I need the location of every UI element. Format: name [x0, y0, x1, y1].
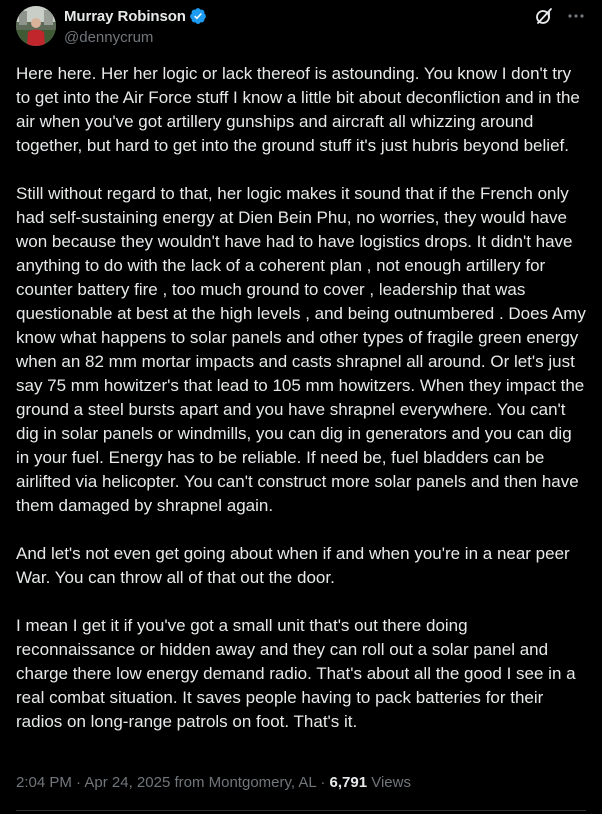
- author-handle[interactable]: @dennycrum: [64, 29, 154, 46]
- avatar[interactable]: [16, 6, 56, 46]
- post-time[interactable]: 2:04 PM: [16, 774, 72, 791]
- author-info: [64, 6, 207, 46]
- post-date[interactable]: Apr 24, 2025: [84, 774, 171, 791]
- avatar-image: [16, 6, 56, 46]
- post-meta: [16, 774, 411, 791]
- post-paragraph: Still without regard to that, her logic makes it sound that if the French only had self-sustaining energy at Dien Bein Phu, no worries, they would have won because they wouldn't have had to have logistics drops. It didn't have anything to do with the lack of a coherent plan , not enough artillery for counter battery fire , too much ground to cover , leadership that was questionable at best at the high levels , and being outnumbered . Does Amy know what happens to solar panels and other types of fragile green energy when an 82 mm mortar impacts and casts shrapnel all around. Or let's just say 75 mm howitzer's that lead to 105 mm howitzers. When they impact the ground a steel bursts apart and you have shrapnel everywhere. You can't dig in solar panels or windmills, you can dig in generators and you can dig in your fuel. Energy has to be reliable. If need be, fuel bladders can be airlifted via helicopter. You can't construct more solar panels and then have them damaged by shrapnel again.: [16, 184, 586, 515]
- views-label: Views: [367, 774, 411, 791]
- verified-badge-icon[interactable]: [189, 7, 207, 25]
- post-text: [16, 62, 588, 734]
- name-row: [64, 6, 207, 26]
- divider: [16, 810, 586, 811]
- post-location: from Montgomery, AL: [170, 774, 317, 791]
- post-paragraph: Here here. Her her logic or lack thereof is astounding. You know I don't try to get into the Air Force stuff I know a little bit about deconfliction and in the air when you've got artillery gunships and aircraft all whizzing around together, but hard to get into the ground stuff it's just hubris beyond belief.: [16, 64, 580, 155]
- meta-separator: ·: [316, 774, 330, 791]
- meta-separator: ·: [71, 774, 85, 791]
- grok-icon[interactable]: [534, 6, 554, 26]
- post-paragraph: I mean I get it if you've got a small unit that's out there doing reconnaissance or hidden away and they can roll out a solar panel and charge there low energy demand radio. That's about all the good I see in a real combat situation. It saves people having to pack batteries for their radios on long-range patrols on foot. That's it.: [16, 616, 576, 731]
- post-paragraph: And let's not even get going about when if and when you're in a near peer War. You can throw all of that out the door.: [16, 544, 570, 587]
- display-name[interactable]: Murray Robinson: [64, 7, 186, 25]
- more-icon[interactable]: [566, 6, 586, 26]
- views-count[interactable]: 6,791: [329, 774, 368, 791]
- header-actions: [534, 6, 586, 26]
- post-header: [16, 6, 586, 46]
